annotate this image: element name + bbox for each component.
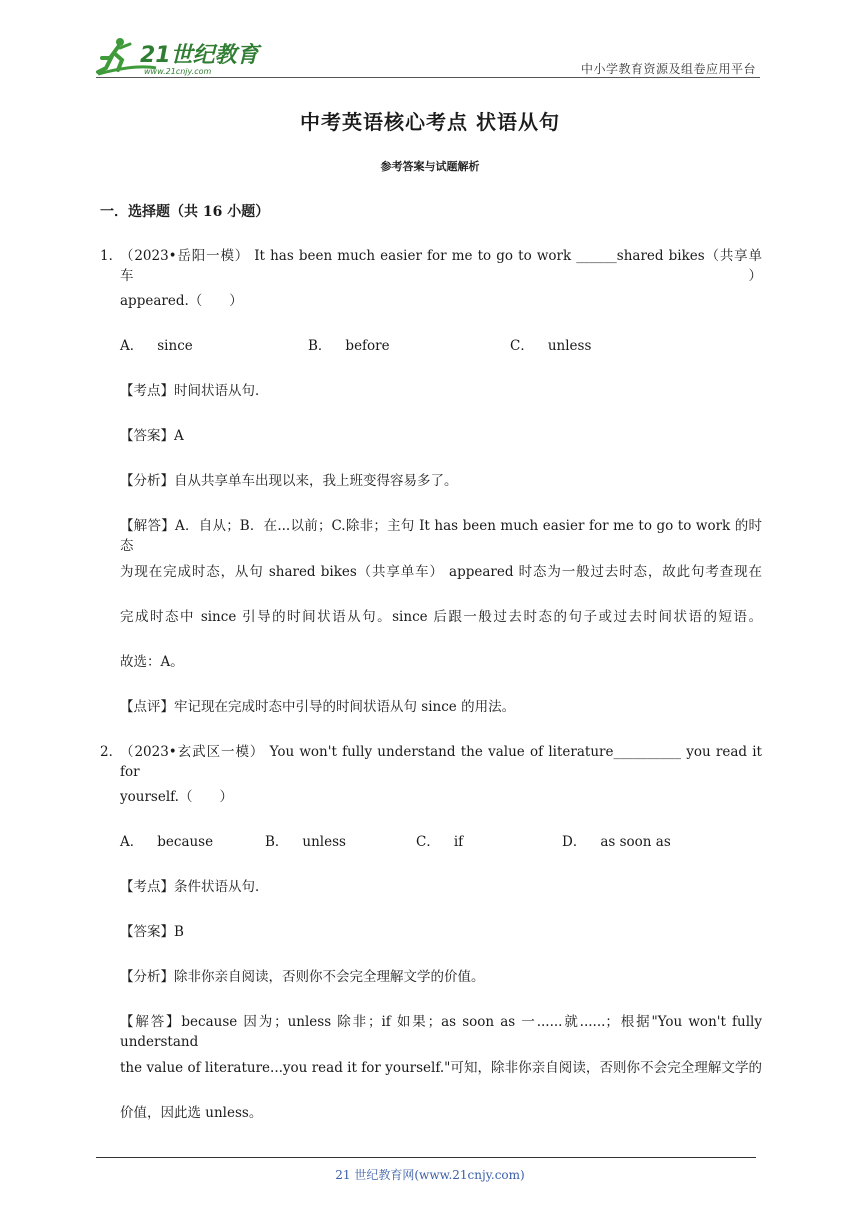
question-1-stem-line2: appeared.（ ）: [120, 293, 243, 309]
page-subtitle: 参考答案与试题解析: [380, 160, 480, 173]
q2-solution-line3: 价值，因此选 unless。: [120, 1105, 263, 1121]
option-text: because: [157, 834, 214, 850]
q2-option-c: [416, 832, 463, 852]
option-text: since: [157, 338, 193, 354]
question-1-number: 1．: [100, 248, 123, 264]
q1-option-b: [308, 336, 390, 356]
page-title: 中考英语核心考点 状语从句: [300, 110, 560, 134]
option-text: if: [453, 834, 464, 850]
option-key: B．: [265, 834, 289, 850]
q2-solution-line1: 【解答】because 因为；unless 除非；if 如果；as soon as 一......就......；根据"You won't fully understand: [120, 1014, 762, 1050]
q2-option-d: [562, 832, 671, 852]
question-2-stem-line1: （2023•玄武区一模） You won't fully understand the value of literature__________ you read it for: [120, 744, 762, 780]
option-key: C．: [416, 834, 440, 850]
question-2-stem-line2: yourself.（ ）: [120, 789, 233, 805]
q1-solution-line2: 为现在完成时态，从句 shared bikes（共享单车） appeared 时态为一般过去时态，故此句考查现在: [120, 564, 762, 580]
q1-option-c: [510, 336, 591, 356]
q2-analysis: 【分析】除非你亲自阅读，否则你不会完全理解文学的价值。: [120, 969, 485, 985]
site-logo: [96, 34, 266, 78]
q2-option-a: [120, 832, 213, 852]
q1-option-a: [120, 336, 193, 356]
section-heading: 一．选择题（共 16 小题）: [100, 204, 270, 220]
q1-solution-line1: 【解答】A．自从；B．在...以前；C.除非；主句 It has been much easier for me to go to work 的时态: [120, 518, 762, 554]
logo-url: www.21cnjy.com: [144, 67, 212, 76]
q2-answer: 【答案】B: [120, 924, 184, 940]
option-key: A．: [120, 338, 144, 354]
question-2-number: 2．: [100, 744, 123, 760]
logo-text: 21世纪教育: [140, 43, 259, 68]
option-text: unless: [547, 338, 592, 354]
q2-option-b: [265, 832, 346, 852]
page-footer: 21 世纪教育网(www.21cnjy.com): [335, 1168, 525, 1182]
q1-solution-line4: 故选：A。: [120, 654, 184, 670]
footer-divider: [96, 1157, 756, 1158]
option-key: C．: [510, 338, 534, 354]
option-key: D．: [562, 834, 587, 850]
q1-analysis: 【分析】自从共享单车出现以来，我上班变得容易多了。: [120, 473, 458, 489]
question-1-stem-line1: （2023•岳阳一模） It has been much easier for me to go to work ______shared bikes（共享单车）: [120, 248, 762, 284]
q1-solution-line3: 完成时态中 since 引导的时间状语从句。since 后跟一般过去时态的句子或过去时间状语的短语。: [120, 609, 762, 625]
option-key: A．: [120, 834, 144, 850]
option-text: before: [345, 338, 390, 354]
option-key: B．: [308, 338, 332, 354]
q2-solution-line2: the value of literature...you read it for yourself."可知，除非你亲自阅读，否则你不会完全理解文学的: [120, 1060, 762, 1076]
option-text: unless: [302, 834, 346, 850]
q2-kaodian: 【考点】条件状语从句．: [120, 879, 269, 895]
header-divider: [96, 77, 760, 78]
q1-answer: 【答案】A: [120, 428, 184, 444]
q1-kaodian: 【考点】时间状语从句．: [120, 383, 269, 399]
option-text: as soon as: [600, 834, 671, 850]
q1-comment: 【点评】牢记现在完成时态中引导的时间状语从句 since 的用法。: [120, 699, 516, 715]
platform-name: 中小学教育资源及组卷应用平台: [580, 62, 756, 76]
page-header: [96, 30, 760, 78]
